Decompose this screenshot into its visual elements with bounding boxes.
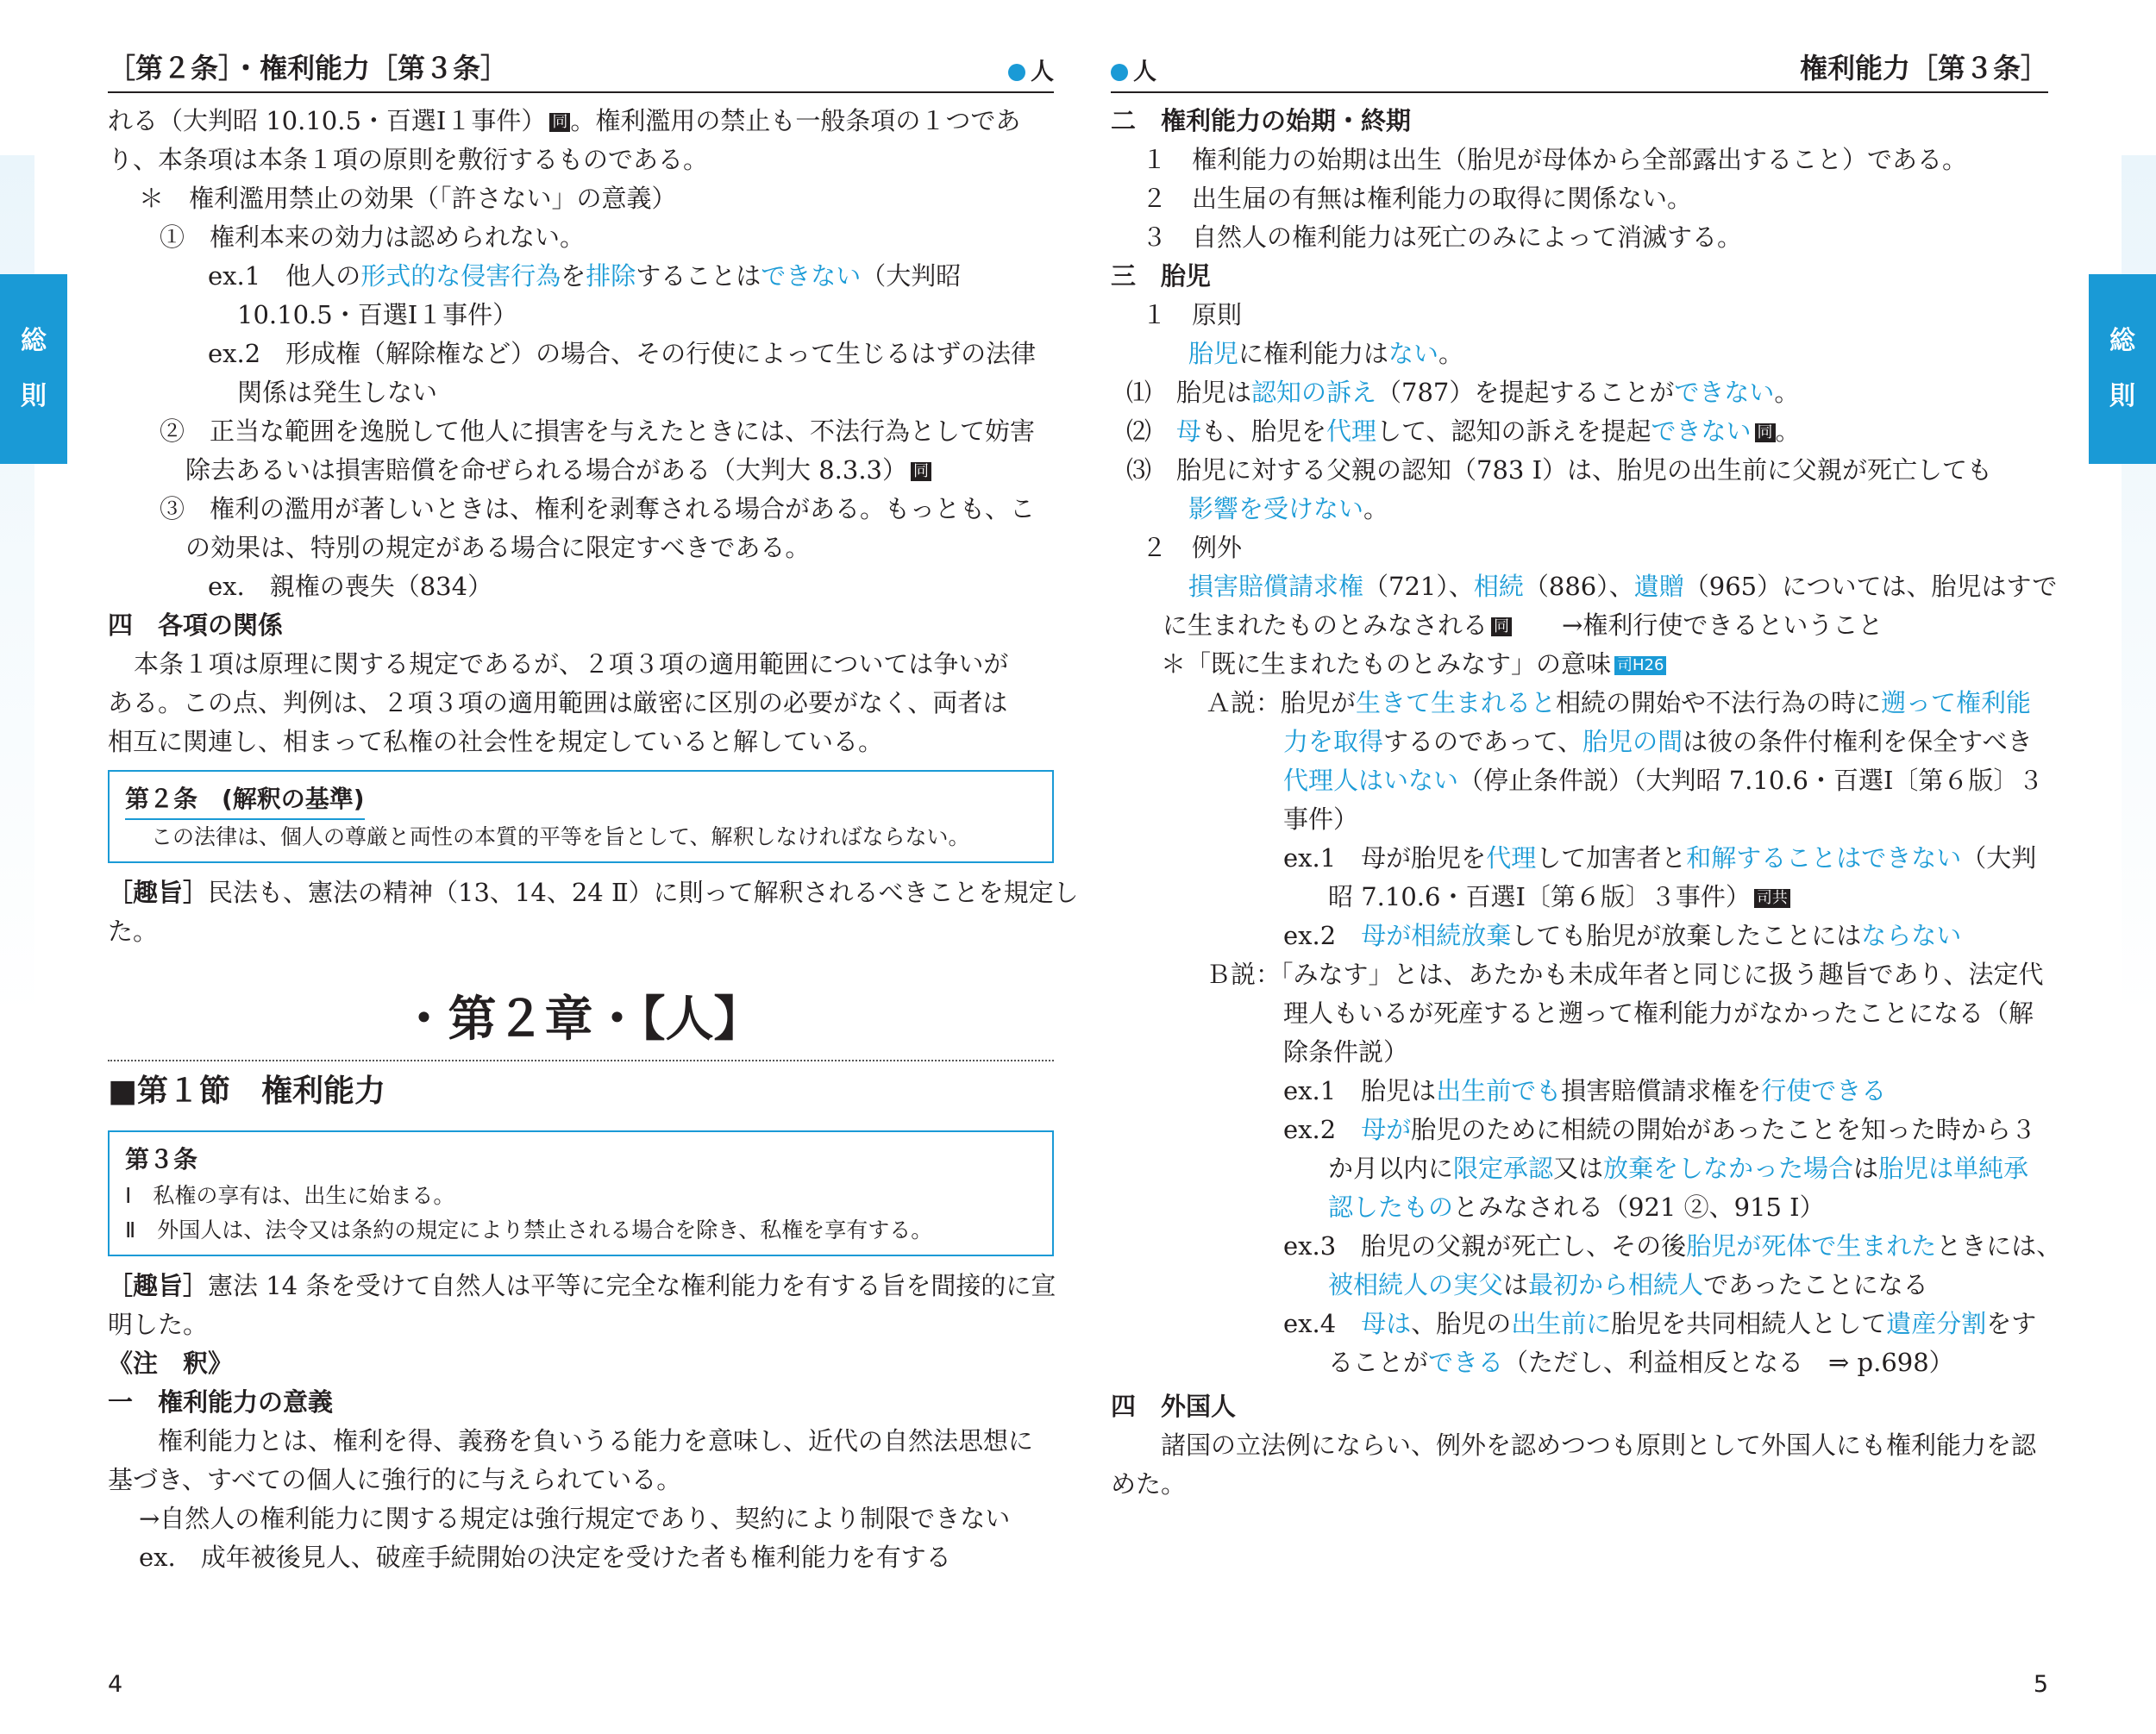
text-line: 本条１項は原理に関する規定であるが、２項３項の適用範囲については争いが	[134, 649, 1009, 679]
text-line: ex.4 母は、胎児の出生前に胎児を共同相続人として遺産分割をす	[1283, 1309, 2037, 1338]
reference-mark-icon: 同	[911, 462, 931, 481]
article-2-box	[108, 770, 1054, 863]
text-line: ex.2 母が胎児のために相続の開始があったことを知った時から３	[1283, 1115, 2036, 1144]
text-line: ＊「既に生まれたものとみなす」の意味 司H26	[1111, 645, 2048, 684]
text-line: ３ 自然人の権利能力は死亡のみによって消滅する。	[1142, 222, 1743, 252]
text-line: 相互に関連し、相まって私権の社会性を規定していると解している。	[108, 727, 884, 756]
text-line: ることができる（ただし、利益相反となる ⇒ p.698）	[1328, 1348, 1954, 1377]
text-line: 代理人はいない（停止条件説）（大判昭 7.10.6・百選Ⅰ〔第６版〕３	[1283, 766, 2044, 795]
section-heading: 二 権利能力の始期・終期	[1111, 106, 1412, 135]
reference-mark-icon: 同	[1755, 423, 1776, 442]
text-line: ex.2 母が相続放棄しても胎児が放棄したことにはならない	[1283, 921, 1962, 950]
text-line: 認したものとみなされる（921 ②、915 Ⅰ）	[1328, 1193, 1825, 1222]
article-3-para-2: Ⅱ 外国人は、法令又は条約の規定により禁止される場合を除き、私権を享有する。	[125, 1218, 933, 1243]
text-line: ２ 例外	[1142, 533, 1243, 562]
section-heading: 三 胎児	[1111, 261, 1212, 291]
text-line: 力を取得するのであって、胎児の間は彼の条件付権利を保全すべき	[1283, 727, 2033, 756]
text-line: １ 権利能力の始期は出生（胎児が母体から全部露出すること）である。	[1142, 145, 1968, 174]
header-article: 権利能力［第３条］	[1799, 52, 2048, 85]
header-chapter: 人	[1111, 53, 1156, 86]
text-line: ex. 成年被後見人、破産手続開始の決定を受けた者も権利能力を有する	[139, 1543, 951, 1572]
section-heading: 四 外国人	[1111, 1392, 1237, 1421]
section-heading: 一 権利能力の意義	[108, 1387, 334, 1417]
text-line: ２ 出生届の有無は権利能力の取得に関係ない。	[1142, 184, 1693, 213]
article-2-text: この法律は、個人の尊厳と両性の本質的平等を旨として、解釈しなければならない。	[151, 824, 970, 849]
running-header	[108, 52, 1054, 93]
text-line: り、本条項は本条１項の原則を敷衍するものである。	[108, 145, 709, 174]
text-line: ① 権利本来の効力は認められない。	[160, 222, 586, 252]
text-line: ex.1 他人の形式的な侵害行為を排除することはできない（大判昭	[208, 261, 962, 291]
section-title: ■第１節 権利能力	[108, 1074, 386, 1109]
text-line: ex.3 胎児の父親が死亡し、その後胎児が死体で生まれたときには、	[1283, 1231, 2062, 1261]
text-line: の効果は、特別の規定がある場合に限定すべきである。	[185, 533, 811, 562]
text-line: 事件）	[1283, 804, 1359, 834]
side-tab-sousoku	[0, 274, 67, 464]
text-line: 諸国の立法例にならい、例外を認めつつも原則として外国人にも権利能力を認	[1161, 1430, 2037, 1460]
text-line: 胎児に権利能力はない。	[1188, 339, 1464, 368]
header-article: ［第２条］・権利能力［第３条］	[108, 52, 509, 85]
text-line: 明した。	[108, 1310, 209, 1339]
text-line: めた。	[1111, 1469, 1187, 1499]
text-line: ex.1 胎児は出生前でも損害賠償請求権を行使できる	[1283, 1076, 1887, 1105]
reference-mark-icon: 同	[549, 113, 570, 132]
text-line: 理人もいるが死産すると遡って権利能力がなかったことになる（解	[1283, 998, 2034, 1028]
right-body	[1111, 102, 2062, 1504]
text-line: ［趣旨］民法も、憲法の精神（13、14、24 Ⅱ）に則って解釈されるべきことを規定し	[108, 878, 1079, 907]
text-line: ⑵ 母も、胎児を代理して、認知の訴えを提起できない 同 。	[1126, 416, 1801, 446]
text-line: ＊ 権利濫用禁止の効果（「許さない」の意義）	[139, 184, 677, 213]
left-body	[108, 102, 1079, 1577]
text-line: Ｂ説：「みなす」とは、あたかも未成年者と同じに扱う趣旨であり、法定代	[1206, 960, 2044, 989]
text-line: 影響を受けない。	[1188, 494, 1389, 523]
annotation-heading: 《注 釈》	[108, 1349, 234, 1378]
article-3-para-1: Ⅰ 私権の享有は、出生に始まる。	[125, 1183, 455, 1208]
section-heading: 四 各項の関係	[108, 610, 284, 640]
text-line: 10.10.5・百選Ⅰ１事件）	[237, 300, 518, 329]
bullet-dot-icon	[1008, 64, 1025, 81]
text-line: ex.2 形成権（解除権など）の場合、その行使によって生じるはずの法律	[208, 339, 1037, 368]
side-tab-sousoku	[2089, 274, 2156, 464]
text-line: ex. 親権の喪失（834）	[208, 572, 493, 601]
text-line: ex.1 母が胎児を代理して加害者と和解することはできない（大判	[1283, 843, 2037, 873]
tab-char-top: 総	[2109, 326, 2135, 356]
tab-char-bottom: 則	[21, 381, 47, 411]
text-line: 基づき、すべての個人に強行的に与えられている。	[108, 1465, 682, 1494]
text-line: 除去あるいは損害賠償を命ぜられる場合がある（大判大 8.3.3） 同	[108, 451, 1054, 490]
text-line: に生まれたものとみなされる 同 →権利行使できるということ	[1163, 610, 1883, 640]
text-line: れる（大判昭 10.10.5・百選Ⅰ１事件） 同 。権利濫用の禁止も一般条項の１つであ	[108, 106, 1021, 135]
text-line: 被相続人の実父は最初から相続人であったことになる	[1328, 1270, 1928, 1299]
chapter-title: ・第２章・【人】	[108, 986, 1054, 1061]
text-line: た。	[108, 917, 159, 946]
reference-mark-icon: 司共	[1754, 889, 1790, 908]
text-line: ある。この点、判例は、２項３項の適用範囲は厳密に区別の必要がなく、両者は	[108, 688, 1008, 717]
text-line: 昭 7.10.6・百選Ⅰ〔第６版〕３事件） 司共	[1111, 878, 2048, 917]
text-line: ［趣旨］憲法 14 条を受けて自然人は平等に完全な権利能力を有する旨を間接的に宣	[108, 1271, 1056, 1300]
text-line: ③ 権利の濫用が著しいときは、権利を剥奪される場合がある。もっとも、こ	[160, 494, 1036, 523]
text-line: →自然人の権利能力に関する規定は強行規定であり、契約により制限できない	[139, 1504, 1011, 1533]
tab-char-bottom: 則	[2109, 381, 2135, 411]
article-3-title: 第３条	[125, 1145, 198, 1174]
text-line: 損害賠償請求権（721）、相続（886）、遺贈（965）については、胎児はすで	[1188, 572, 2058, 601]
right-page	[1078, 0, 2156, 1734]
text-line: 権利能力とは、権利を得、義務を負いうる能力を意味し、近代の自然法思想に	[158, 1426, 1034, 1455]
article-2-title: 第２条 (解釈の基準)	[125, 780, 365, 820]
text-line: ⑴ 胎児は認知の訴え（787）を提起することができない。	[1126, 378, 1800, 407]
text-line: ② 正当な範囲を逸脱して他人に損害を与えたときには、不法行為として妨害	[160, 416, 1036, 446]
header-chapter: 人	[1008, 53, 1054, 86]
reference-mark-icon: 同	[1491, 617, 1512, 636]
text-line: 関係は発生しない	[237, 378, 438, 407]
reference-mark-icon: 司H26	[1614, 656, 1666, 675]
page-number: 4	[108, 1671, 123, 1698]
tab-char-top: 総	[21, 326, 47, 356]
running-header	[1111, 52, 2048, 93]
bullet-dot-icon	[1111, 64, 1128, 81]
page-number: 5	[2033, 1671, 2048, 1698]
text-line: １ 原則	[1142, 300, 1243, 329]
article-3-box	[108, 1130, 1054, 1256]
text-line: ⑶ 胎児に対する父親の認知（783 Ⅰ）は、胎児の出生前に父親が死亡しても	[1126, 455, 1993, 485]
text-line: 除条件説）	[1283, 1037, 1409, 1067]
text-line: Ａ説：胎児が生きて生まれると相続の開始や不法行為の時に遡って権利能	[1206, 688, 2032, 717]
text-line: か月以内に限定承認又は放棄をしなかった場合は胎児は単純承	[1328, 1154, 2029, 1183]
